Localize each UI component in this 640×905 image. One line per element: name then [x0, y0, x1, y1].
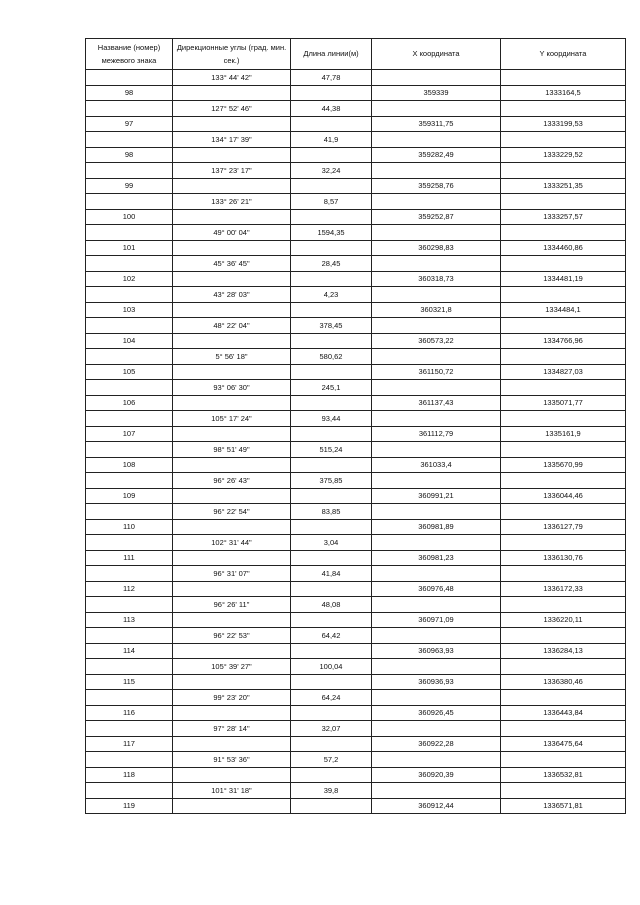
segment-y-cell [501, 473, 626, 489]
point-angle-cell [173, 240, 291, 256]
table-header-row [86, 39, 626, 70]
point-length-cell [291, 209, 372, 225]
segment-y-cell [501, 349, 626, 365]
segment-x-cell [372, 256, 501, 272]
point-length-cell [291, 798, 372, 814]
x-coordinate: 360963,93 [372, 643, 501, 659]
direction-angle: 137° 23' 17" [173, 163, 291, 179]
segment-x-cell [372, 721, 501, 737]
point-angle-cell [173, 674, 291, 690]
x-coordinate: 361033,4 [372, 457, 501, 473]
point-name: 102 [86, 271, 173, 287]
x-coordinate: 359339 [372, 85, 501, 101]
point-angle-cell [173, 736, 291, 752]
y-coordinate: 1333257,57 [501, 209, 626, 225]
x-coordinate: 360981,89 [372, 519, 501, 535]
line-length: 32,24 [291, 163, 372, 179]
y-coordinate: 1336380,46 [501, 674, 626, 690]
direction-angle: 133° 44' 42" [173, 70, 291, 86]
boundary-coordinates-table [85, 38, 626, 814]
point-name: 118 [86, 767, 173, 783]
point-name: 117 [86, 736, 173, 752]
header-x-coordinate: X координата [372, 39, 501, 70]
point-name: 110 [86, 519, 173, 535]
point-name: 114 [86, 643, 173, 659]
direction-angle: 96° 31' 07" [173, 566, 291, 582]
point-length-cell [291, 178, 372, 194]
header-y-coordinate: Y координата [501, 39, 626, 70]
direction-angle: 97° 28' 14" [173, 721, 291, 737]
segment-x-cell [372, 349, 501, 365]
x-coordinate: 360926,45 [372, 705, 501, 721]
point-row [86, 302, 626, 318]
segment-x-cell [372, 628, 501, 644]
y-coordinate: 1333199,53 [501, 116, 626, 132]
segment-y-cell [501, 132, 626, 148]
segment-row [86, 349, 626, 365]
line-length: 1594,35 [291, 225, 372, 241]
segment-row [86, 318, 626, 334]
y-coordinate: 1333164,5 [501, 85, 626, 101]
line-length: 64,42 [291, 628, 372, 644]
point-length-cell [291, 488, 372, 504]
point-name: 103 [86, 302, 173, 318]
x-coordinate: 360971,09 [372, 612, 501, 628]
segment-name-cell [86, 535, 173, 551]
direction-angle: 98° 51' 49" [173, 442, 291, 458]
line-length: 4,23 [291, 287, 372, 303]
point-row [86, 519, 626, 535]
direction-angle: 99° 23' 20" [173, 690, 291, 706]
direction-angle: 5° 56' 18" [173, 349, 291, 365]
line-length: 100,04 [291, 659, 372, 675]
x-coordinate: 360981,23 [372, 550, 501, 566]
direction-angle: 133° 26' 21" [173, 194, 291, 210]
point-row [86, 178, 626, 194]
direction-angle: 91° 53' 36" [173, 752, 291, 768]
x-coordinate: 360321,8 [372, 302, 501, 318]
segment-y-cell [501, 256, 626, 272]
segment-y-cell [501, 721, 626, 737]
segment-name-cell [86, 690, 173, 706]
point-angle-cell [173, 581, 291, 597]
direction-angle: 134° 17' 39" [173, 132, 291, 148]
line-length: 378,45 [291, 318, 372, 334]
point-angle-cell [173, 612, 291, 628]
segment-row [86, 411, 626, 427]
segment-x-cell [372, 442, 501, 458]
x-coordinate: 360991,21 [372, 488, 501, 504]
point-angle-cell [173, 178, 291, 194]
point-name: 116 [86, 705, 173, 721]
segment-name-cell [86, 101, 173, 117]
segment-name-cell [86, 504, 173, 520]
segment-y-cell [501, 163, 626, 179]
segment-y-cell [501, 194, 626, 210]
line-length: 57,2 [291, 752, 372, 768]
segment-x-cell [372, 70, 501, 86]
segment-row [86, 442, 626, 458]
line-length: 580,62 [291, 349, 372, 365]
point-angle-cell [173, 488, 291, 504]
line-length: 8,57 [291, 194, 372, 210]
x-coordinate: 360922,28 [372, 736, 501, 752]
table-body [86, 70, 626, 814]
direction-angle: 96° 22' 54" [173, 504, 291, 520]
point-angle-cell [173, 209, 291, 225]
segment-name-cell [86, 380, 173, 396]
line-length: 28,45 [291, 256, 372, 272]
point-angle-cell [173, 767, 291, 783]
y-coordinate: 1334827,03 [501, 364, 626, 380]
x-coordinate: 361137,43 [372, 395, 501, 411]
segment-row [86, 783, 626, 799]
point-name: 105 [86, 364, 173, 380]
segment-y-cell [501, 380, 626, 396]
segment-name-cell [86, 566, 173, 582]
y-coordinate: 1336284,13 [501, 643, 626, 659]
segment-x-cell [372, 783, 501, 799]
point-name: 97 [86, 116, 173, 132]
segment-name-cell [86, 349, 173, 365]
point-length-cell [291, 643, 372, 659]
point-length-cell [291, 426, 372, 442]
segment-name-cell [86, 783, 173, 799]
segment-name-cell [86, 70, 173, 86]
segment-x-cell [372, 566, 501, 582]
segment-y-cell [501, 442, 626, 458]
point-angle-cell [173, 550, 291, 566]
line-length: 3,04 [291, 535, 372, 551]
y-coordinate: 1334481,19 [501, 271, 626, 287]
segment-name-cell [86, 628, 173, 644]
point-angle-cell [173, 395, 291, 411]
segment-y-cell [501, 504, 626, 520]
point-name: 112 [86, 581, 173, 597]
point-angle-cell [173, 426, 291, 442]
segment-y-cell [501, 225, 626, 241]
segment-x-cell [372, 318, 501, 334]
y-coordinate: 1336172,33 [501, 581, 626, 597]
point-name: 107 [86, 426, 173, 442]
point-name: 101 [86, 240, 173, 256]
point-length-cell [291, 364, 372, 380]
segment-y-cell [501, 411, 626, 427]
segment-name-cell [86, 163, 173, 179]
header-direction-angle: Дирекционные углы (град. мин. сек.) [173, 39, 291, 70]
segment-name-cell [86, 442, 173, 458]
point-name: 99 [86, 178, 173, 194]
point-row [86, 209, 626, 225]
point-angle-cell [173, 85, 291, 101]
point-name: 98 [86, 85, 173, 101]
direction-angle: 96° 26' 11" [173, 597, 291, 613]
point-length-cell [291, 302, 372, 318]
segment-name-cell [86, 256, 173, 272]
point-name: 111 [86, 550, 173, 566]
segment-x-cell [372, 504, 501, 520]
segment-x-cell [372, 101, 501, 117]
point-length-cell [291, 240, 372, 256]
segment-row [86, 287, 626, 303]
segment-row [86, 70, 626, 86]
point-angle-cell [173, 116, 291, 132]
segment-x-cell [372, 194, 501, 210]
y-coordinate: 1336044,46 [501, 488, 626, 504]
segment-row [86, 225, 626, 241]
point-angle-cell [173, 643, 291, 659]
direction-angle: 127° 52' 46" [173, 101, 291, 117]
segment-y-cell [501, 783, 626, 799]
segment-row [86, 752, 626, 768]
point-row [86, 333, 626, 349]
y-coordinate: 1336443,84 [501, 705, 626, 721]
y-coordinate: 1333251,35 [501, 178, 626, 194]
segment-name-cell [86, 318, 173, 334]
segment-row [86, 659, 626, 675]
line-length: 375,85 [291, 473, 372, 489]
segment-x-cell [372, 535, 501, 551]
line-length: 83,85 [291, 504, 372, 520]
line-length: 47,78 [291, 70, 372, 86]
y-coordinate: 1336130,76 [501, 550, 626, 566]
segment-row [86, 535, 626, 551]
segment-y-cell [501, 628, 626, 644]
x-coordinate: 360298,83 [372, 240, 501, 256]
segment-y-cell [501, 597, 626, 613]
x-coordinate: 360920,39 [372, 767, 501, 783]
segment-y-cell [501, 101, 626, 117]
segment-name-cell [86, 752, 173, 768]
point-row [86, 581, 626, 597]
direction-angle: 105° 39' 27" [173, 659, 291, 675]
line-length: 515,24 [291, 442, 372, 458]
segment-y-cell [501, 690, 626, 706]
direction-angle: 96° 22' 53" [173, 628, 291, 644]
x-coordinate: 359252,87 [372, 209, 501, 225]
segment-row [86, 473, 626, 489]
point-angle-cell [173, 519, 291, 535]
line-length: 41,84 [291, 566, 372, 582]
point-row [86, 426, 626, 442]
point-name: 109 [86, 488, 173, 504]
segment-name-cell [86, 473, 173, 489]
segment-row [86, 194, 626, 210]
segment-y-cell [501, 287, 626, 303]
point-length-cell [291, 147, 372, 163]
segment-x-cell [372, 132, 501, 148]
point-angle-cell [173, 798, 291, 814]
point-row [86, 705, 626, 721]
direction-angle: 93° 06' 30" [173, 380, 291, 396]
line-length: 44,38 [291, 101, 372, 117]
y-coordinate: 1336220,11 [501, 612, 626, 628]
point-angle-cell [173, 364, 291, 380]
y-coordinate: 1335161,9 [501, 426, 626, 442]
segment-y-cell [501, 566, 626, 582]
segment-y-cell [501, 659, 626, 675]
x-coordinate: 360318,73 [372, 271, 501, 287]
point-name: 113 [86, 612, 173, 628]
segment-x-cell [372, 752, 501, 768]
direction-angle: 49° 00' 04" [173, 225, 291, 241]
segment-row [86, 163, 626, 179]
point-length-cell [291, 612, 372, 628]
y-coordinate: 1336571,81 [501, 798, 626, 814]
point-row [86, 271, 626, 287]
line-length: 93,44 [291, 411, 372, 427]
point-name: 98 [86, 147, 173, 163]
point-name: 115 [86, 674, 173, 690]
point-length-cell [291, 550, 372, 566]
point-angle-cell [173, 302, 291, 318]
segment-x-cell [372, 287, 501, 303]
segment-x-cell [372, 473, 501, 489]
point-length-cell [291, 333, 372, 349]
line-length: 32,07 [291, 721, 372, 737]
line-length: 245,1 [291, 380, 372, 396]
point-row [86, 395, 626, 411]
x-coordinate: 360573,22 [372, 333, 501, 349]
segment-row [86, 256, 626, 272]
y-coordinate: 1336127,79 [501, 519, 626, 535]
point-row [86, 736, 626, 752]
point-angle-cell [173, 705, 291, 721]
point-length-cell [291, 674, 372, 690]
point-row [86, 612, 626, 628]
point-length-cell [291, 395, 372, 411]
y-coordinate: 1336532,81 [501, 767, 626, 783]
y-coordinate: 1334460,86 [501, 240, 626, 256]
x-coordinate: 359282,49 [372, 147, 501, 163]
segment-row [86, 132, 626, 148]
point-angle-cell [173, 147, 291, 163]
point-length-cell [291, 519, 372, 535]
direction-angle: 102° 31' 44" [173, 535, 291, 551]
x-coordinate: 359311,75 [372, 116, 501, 132]
segment-y-cell [501, 318, 626, 334]
point-name: 104 [86, 333, 173, 349]
y-coordinate: 1335670,99 [501, 457, 626, 473]
segment-name-cell [86, 411, 173, 427]
x-coordinate: 359258,76 [372, 178, 501, 194]
point-angle-cell [173, 457, 291, 473]
segment-name-cell [86, 225, 173, 241]
point-name: 119 [86, 798, 173, 814]
segment-name-cell [86, 287, 173, 303]
point-row [86, 457, 626, 473]
point-length-cell [291, 581, 372, 597]
segment-x-cell [372, 690, 501, 706]
line-length: 39,8 [291, 783, 372, 799]
x-coordinate: 360936,93 [372, 674, 501, 690]
direction-angle: 105° 17' 24" [173, 411, 291, 427]
point-row [86, 364, 626, 380]
x-coordinate: 361112,79 [372, 426, 501, 442]
direction-angle: 43° 28' 03" [173, 287, 291, 303]
point-name: 108 [86, 457, 173, 473]
point-row [86, 147, 626, 163]
segment-x-cell [372, 380, 501, 396]
point-length-cell [291, 116, 372, 132]
direction-angle: 45° 36' 45" [173, 256, 291, 272]
y-coordinate: 1335071,77 [501, 395, 626, 411]
segment-name-cell [86, 132, 173, 148]
point-length-cell [291, 705, 372, 721]
point-row [86, 674, 626, 690]
segment-row [86, 597, 626, 613]
point-row [86, 240, 626, 256]
line-length: 48,08 [291, 597, 372, 613]
segment-name-cell [86, 721, 173, 737]
segment-name-cell [86, 194, 173, 210]
point-row [86, 767, 626, 783]
segment-row [86, 101, 626, 117]
point-name: 106 [86, 395, 173, 411]
segment-row [86, 628, 626, 644]
point-name: 100 [86, 209, 173, 225]
point-length-cell [291, 271, 372, 287]
segment-row [86, 721, 626, 737]
point-length-cell [291, 457, 372, 473]
y-coordinate: 1336475,64 [501, 736, 626, 752]
point-length-cell [291, 767, 372, 783]
line-length: 41,9 [291, 132, 372, 148]
y-coordinate: 1333229,52 [501, 147, 626, 163]
direction-angle: 48° 22' 04" [173, 318, 291, 334]
segment-y-cell [501, 70, 626, 86]
segment-name-cell [86, 659, 173, 675]
segment-row [86, 566, 626, 582]
segment-row [86, 380, 626, 396]
segment-row [86, 504, 626, 520]
x-coordinate: 360976,48 [372, 581, 501, 597]
segment-x-cell [372, 411, 501, 427]
point-row [86, 550, 626, 566]
point-length-cell [291, 85, 372, 101]
point-row [86, 488, 626, 504]
line-length: 64,24 [291, 690, 372, 706]
segment-x-cell [372, 225, 501, 241]
point-row [86, 116, 626, 132]
x-coordinate: 361150,72 [372, 364, 501, 380]
point-length-cell [291, 736, 372, 752]
point-row [86, 85, 626, 101]
header-line-length: Длина линии(м) [291, 39, 372, 70]
segment-x-cell [372, 597, 501, 613]
y-coordinate: 1334766,96 [501, 333, 626, 349]
direction-angle: 101° 31' 18" [173, 783, 291, 799]
segment-y-cell [501, 535, 626, 551]
header-point-name: Название (номер) межевого знака [86, 39, 173, 70]
y-coordinate: 1334484,1 [501, 302, 626, 318]
segment-y-cell [501, 752, 626, 768]
point-angle-cell [173, 333, 291, 349]
segment-x-cell [372, 659, 501, 675]
point-angle-cell [173, 271, 291, 287]
segment-row [86, 690, 626, 706]
point-row [86, 643, 626, 659]
direction-angle: 96° 26' 43" [173, 473, 291, 489]
x-coordinate: 360912,44 [372, 798, 501, 814]
segment-x-cell [372, 163, 501, 179]
segment-name-cell [86, 597, 173, 613]
point-row [86, 798, 626, 814]
